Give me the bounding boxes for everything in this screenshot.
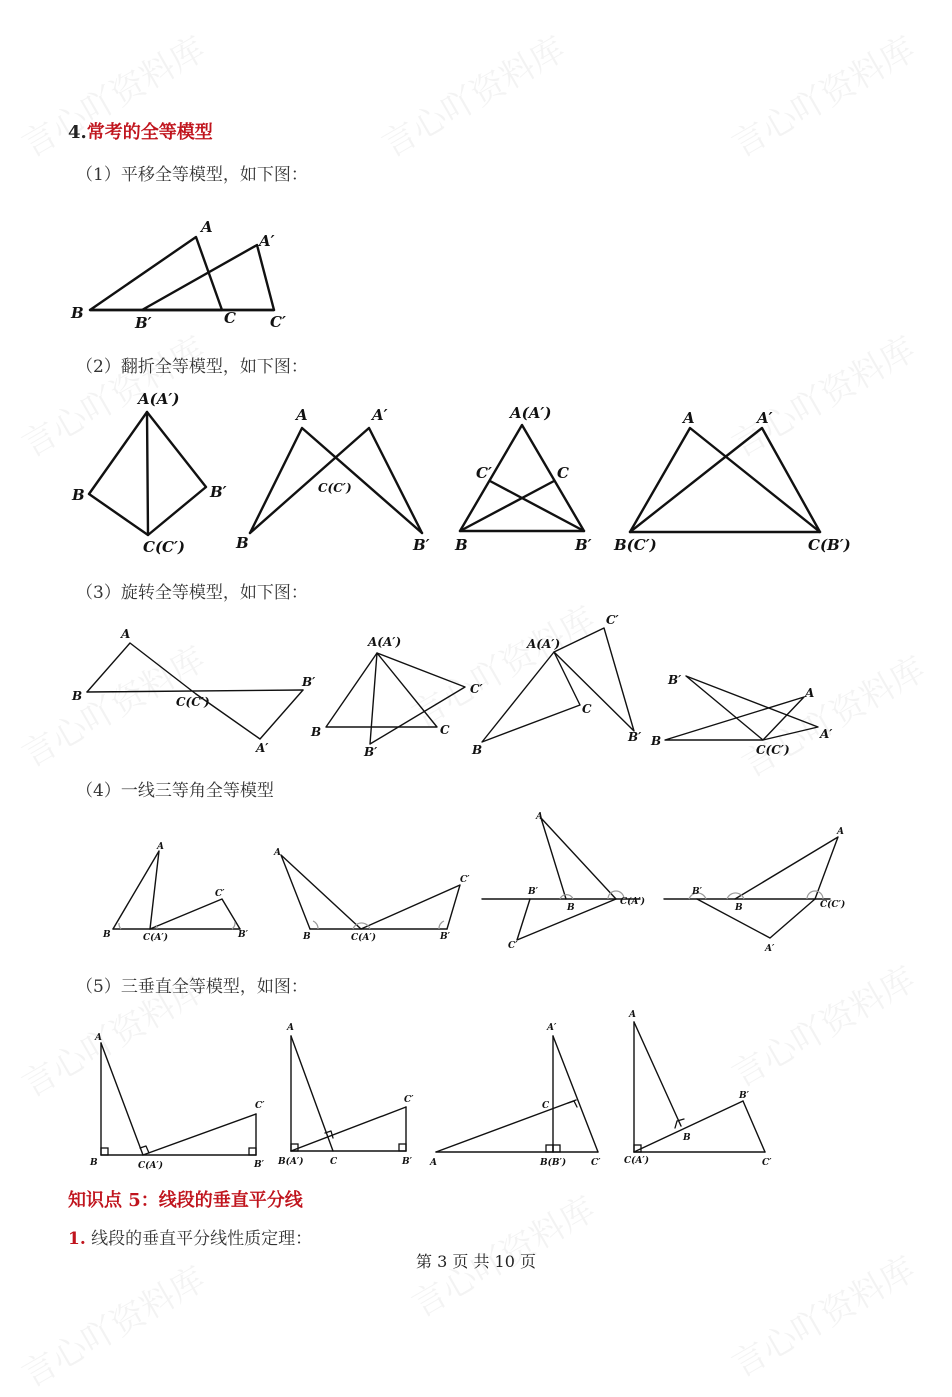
section-title: 常考的全等模型: [86, 122, 213, 143]
segment-cbp: [634, 1101, 743, 1152]
label-b: B: [311, 725, 322, 739]
label-b-prime: B′: [528, 887, 538, 897]
label-c-prime: C′: [470, 682, 483, 696]
watermark-text: [11, 22, 212, 166]
label-c-cp: C(C′): [756, 743, 790, 757]
label-a: A: [121, 627, 131, 641]
triangle-cpapbp: [150, 899, 240, 929]
right-angle-mark: [399, 1144, 406, 1151]
label-b-ap: B(A′): [278, 1157, 304, 1167]
right-angle-mark: [553, 1145, 560, 1152]
label-a: A: [95, 1033, 102, 1043]
label-a: A: [629, 1010, 636, 1020]
item-1: [68, 1224, 312, 1249]
triangle-cpapbp: [697, 899, 815, 938]
label-b: B: [71, 304, 84, 322]
label-c-cp: C(C′): [318, 481, 352, 495]
label-b: B: [303, 932, 311, 942]
segment-bpcp: [743, 1101, 765, 1152]
reflection-model-figure: [60, 385, 860, 560]
angle-mark: [439, 921, 444, 929]
label-a: A: [837, 827, 844, 837]
label-c: C: [224, 309, 236, 327]
label-b-prime: B′: [628, 730, 642, 744]
label-b-prime: B′: [364, 745, 378, 759]
rot1-abc: [87, 643, 196, 694]
model-2-caption: （2）翻折全等模型，如下图：: [76, 357, 308, 377]
rot1-bbp: [87, 690, 303, 692]
label-c-prime: C′: [762, 1158, 772, 1168]
label-b-prime: B′: [135, 314, 152, 332]
section-heading: [68, 118, 213, 144]
rot1-apbpc: [196, 690, 303, 739]
label-b-prime: B′: [440, 932, 450, 942]
label-b: B: [651, 734, 662, 748]
triangle-abc: [113, 851, 159, 929]
label-a-ap: A(A′): [368, 635, 402, 649]
kite-diagonal: [147, 412, 148, 535]
label-c-ap: C(A′): [620, 897, 646, 907]
page-number: 第 3 页 共 10 页: [416, 1252, 536, 1271]
knowledge-point-heading: 知识点 5：线段的垂直平分线: [68, 1190, 303, 1211]
model-4-caption: （4）一线三等角全等模型: [76, 781, 274, 801]
label-c-prime: C′: [460, 875, 470, 885]
label-c-cp: C(C′): [176, 695, 210, 709]
watermark-text: [721, 22, 922, 166]
label-b-prime: B′: [254, 1160, 264, 1170]
label-a-ap: A(A′): [527, 637, 561, 651]
label-a: A: [536, 812, 543, 822]
model-1-caption: （1）平移全等模型，如下图：: [76, 165, 308, 185]
segment-apcp: [553, 1036, 598, 1152]
rot2-abc: [326, 653, 437, 727]
label-b: B: [72, 486, 85, 504]
label-b: B: [103, 930, 111, 940]
label-b-prime: B′: [302, 675, 316, 689]
triangle-abc: [90, 237, 222, 310]
watermark-text: [371, 22, 572, 166]
label-a-prime: A′: [757, 409, 773, 427]
label-b: B: [683, 1133, 691, 1143]
label-a-prime: A′: [259, 232, 275, 250]
item-number: 1.: [68, 1229, 86, 1249]
triangle-abc: [735, 837, 838, 899]
label-b-prime: B′: [402, 1157, 412, 1167]
label-c: C: [582, 702, 592, 716]
label-b-prime: B′: [413, 536, 430, 554]
segment-ac: [436, 1100, 576, 1152]
label-b-prime: B′: [739, 1091, 749, 1101]
model-5-caption: （5）三垂直全等模型，如图：: [76, 977, 308, 997]
label-a-prime: A′: [372, 406, 388, 424]
label-b-bp: B(B′): [540, 1158, 567, 1168]
right-angle-mark: [546, 1145, 553, 1152]
triangle-right: [630, 428, 820, 532]
label-a-prime: A′: [547, 1023, 557, 1033]
segment-ac: [101, 1043, 143, 1155]
label-c-cp: C(C′): [143, 538, 186, 556]
label-c-prime: C′: [591, 1158, 601, 1168]
label-a-prime: A′: [256, 741, 269, 755]
label-b-prime: B′: [575, 536, 592, 554]
label-c-ap: C(A′): [624, 1156, 650, 1166]
label-c-ap: C(A′): [138, 1161, 164, 1171]
label-c-prime: C′: [508, 941, 518, 951]
label-b: B: [455, 536, 468, 554]
label-c-cp: C(C′): [820, 900, 846, 910]
label-c-prime: C′: [215, 889, 225, 899]
label-c: C: [440, 723, 450, 737]
model-3-caption: （3）旋转全等模型，如下图：: [76, 583, 308, 603]
triangle-abc: [541, 818, 616, 899]
label-b-prime: B′: [210, 483, 227, 501]
rot4-abc: [665, 697, 804, 740]
translation-model-figure: [60, 215, 300, 335]
label-a: A: [296, 406, 308, 424]
label-a-prime: A′: [820, 727, 833, 741]
item-text: 线段的垂直平分线性质定理：: [91, 1229, 313, 1249]
angle-mark: [313, 921, 318, 929]
label-c-ap: C(A′): [143, 933, 169, 943]
triangle-cpapbp: [361, 885, 460, 929]
label-c-prime: C′: [255, 1101, 265, 1111]
segment-ab: [634, 1022, 681, 1126]
label-c: C: [330, 1157, 338, 1167]
one-line-three-angles-figure: [60, 808, 850, 958]
label-b-cp: B(C′): [614, 536, 657, 554]
triangle-apbpcp: [142, 245, 274, 310]
label-c: C: [557, 464, 569, 482]
label-a: A: [430, 1158, 437, 1168]
label-a: A: [274, 848, 281, 858]
segment-cpap-cp: [143, 1114, 256, 1155]
three-perpendicular-figure: [60, 1010, 850, 1175]
label-b-prime: B′: [238, 930, 248, 940]
right-angle-mark: [568, 1101, 577, 1107]
label-b: B: [472, 743, 483, 757]
rotation-model-figure: [60, 612, 850, 760]
angle-mark: [232, 922, 235, 929]
right-angle-mark: [101, 1148, 108, 1155]
right-angle-mark: [249, 1148, 256, 1155]
label-b: B: [90, 1158, 98, 1168]
label-b-prime: B′: [668, 673, 682, 687]
rot2-abpcp: [370, 653, 465, 744]
label-b: B: [236, 534, 249, 552]
segment-bcp: [291, 1107, 406, 1151]
label-b: B: [567, 903, 575, 913]
label-a-ap: A(A′): [138, 390, 180, 408]
triangle-abc: [281, 855, 361, 929]
label-c-prime: C′: [404, 1095, 414, 1105]
section-number: 4.: [68, 122, 87, 143]
label-a: A: [805, 686, 815, 700]
angle-mark: [119, 923, 121, 929]
label-c: C: [542, 1101, 550, 1111]
rot3-apbpcp: [554, 628, 634, 731]
label-a: A: [287, 1023, 294, 1033]
label-a: A: [201, 218, 213, 236]
label-a: A: [683, 409, 695, 427]
label-c-prime: C′: [270, 313, 286, 331]
segment-ac: [291, 1036, 333, 1151]
watermark-text: [11, 1252, 212, 1396]
label-b-prime: B′: [692, 887, 702, 897]
rot4-apbpcp: [686, 676, 818, 740]
label-a-ap: A(A′): [510, 404, 552, 422]
rot3-abc: [482, 652, 580, 742]
label-c-prime: C′: [606, 613, 619, 627]
label-c-bp: C(B′): [808, 536, 851, 554]
label-b: B: [72, 689, 83, 703]
label-a-prime: A′: [765, 944, 775, 954]
label-a: A: [157, 842, 164, 852]
label-c-prime: C′: [476, 464, 492, 482]
label-c-ap: C(A′): [351, 933, 377, 943]
label-b: B: [735, 903, 743, 913]
